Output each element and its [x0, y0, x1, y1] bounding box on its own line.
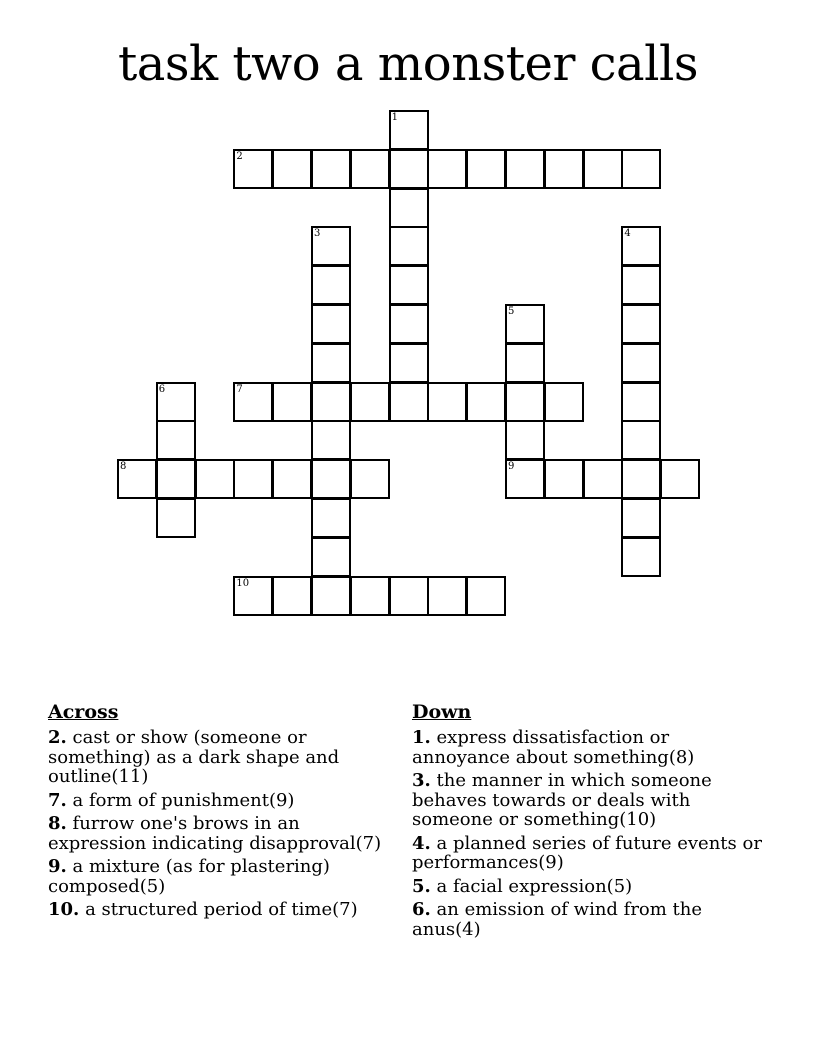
grid-cell[interactable]: [427, 576, 467, 616]
grid-cell[interactable]: [660, 459, 700, 499]
grid-cell[interactable]: [272, 576, 312, 616]
clue-text: express dissatisfaction or annoyance about something(8): [412, 727, 695, 768]
across-clue: [48, 900, 388, 920]
grid-cell[interactable]: [272, 149, 312, 189]
grid-cell[interactable]: [583, 459, 623, 499]
page-title: task two a monster calls: [118, 36, 698, 92]
grid-cell[interactable]: [621, 537, 661, 577]
grid-cell[interactable]: [621, 265, 661, 305]
grid-cell[interactable]: [311, 343, 351, 383]
grid-cell[interactable]: [621, 226, 661, 266]
grid-cell[interactable]: [389, 304, 429, 344]
grid-cell[interactable]: [505, 420, 545, 460]
grid-cell[interactable]: [233, 459, 273, 499]
grid-cell[interactable]: [389, 576, 429, 616]
clue-text: furrow one's brows in an expression indicating disapproval(7): [48, 813, 382, 854]
grid-cell[interactable]: [272, 382, 312, 422]
grid-cell[interactable]: [350, 459, 390, 499]
grid-cell[interactable]: [505, 343, 545, 383]
clue-text: a mixture (as for plastering) composed(5): [48, 856, 330, 897]
cell-number: 3: [314, 228, 321, 240]
grid-cell[interactable]: [311, 576, 351, 616]
clue-number: 6.: [412, 899, 431, 920]
across-heading: Across: [48, 701, 119, 723]
grid-cell[interactable]: [156, 459, 196, 499]
grid-cell[interactable]: [621, 304, 661, 344]
down-clue: [412, 834, 772, 873]
grid-cell[interactable]: [311, 304, 351, 344]
grid-cell[interactable]: [389, 226, 429, 266]
grid-cell[interactable]: [389, 188, 429, 228]
across-clues: [48, 700, 388, 924]
cell-number: 5: [508, 306, 515, 317]
grid-cell[interactable]: [466, 576, 506, 616]
crossword-grid: [117, 110, 700, 615]
grid-cell[interactable]: [350, 576, 390, 616]
cell-number: 8: [120, 461, 127, 473]
clue-text: the manner in which someone behaves towards or deals with someone or something(10): [412, 770, 712, 830]
clue-text: a structured period of time(7): [85, 899, 358, 920]
down-clue: [412, 771, 772, 830]
grid-cell[interactable]: [350, 149, 390, 189]
grid-cell[interactable]: [233, 149, 273, 189]
grid-cell[interactable]: [621, 498, 661, 538]
grid-cell[interactable]: [466, 382, 506, 422]
clue-number: 10.: [48, 899, 80, 920]
grid-cell[interactable]: [621, 420, 661, 460]
across-clue: [48, 857, 388, 896]
grid-cell[interactable]: [427, 149, 467, 189]
grid-cell[interactable]: [389, 265, 429, 305]
grid-cell[interactable]: [505, 382, 545, 422]
cell-number: 9: [508, 461, 515, 473]
across-clue: [48, 814, 388, 853]
clue-number: 9.: [48, 856, 67, 877]
across-clue: [48, 728, 388, 787]
clue-number: 8.: [48, 813, 67, 834]
grid-cell[interactable]: [505, 459, 545, 499]
cell-number: 6: [158, 383, 166, 395]
grid-cell[interactable]: [621, 382, 661, 422]
down-clue: [412, 728, 772, 767]
grid-cell[interactable]: [311, 149, 351, 189]
clue-text: a planned series of future events or performances(9): [412, 832, 762, 873]
cell-number: 7: [236, 383, 243, 395]
grid-cell[interactable]: [389, 149, 429, 189]
grid-cell[interactable]: [621, 459, 661, 499]
down-clue: [412, 877, 772, 897]
down-heading: Down: [412, 701, 472, 723]
grid-cell[interactable]: [427, 382, 467, 422]
grid-cell[interactable]: [117, 459, 157, 499]
cell-number: 10: [236, 577, 250, 589]
down-clue: [412, 900, 772, 939]
clue-number: 4.: [412, 832, 431, 854]
clue-text: a facial expression(5): [436, 875, 633, 897]
grid-cell[interactable]: [311, 382, 351, 422]
grid-cell[interactable]: [389, 343, 429, 383]
grid-cell[interactable]: [311, 420, 351, 460]
across-clue: [48, 791, 388, 811]
cell-number: 2: [236, 150, 243, 162]
clue-text: cast or show (someone or something) as a dark shape and outline(11): [48, 727, 340, 787]
grid-cell[interactable]: [544, 459, 584, 499]
grid-cell[interactable]: [311, 459, 351, 499]
cell-number: 1: [391, 112, 398, 123]
grid-cell[interactable]: [621, 343, 661, 383]
clue-number: 2.: [48, 727, 67, 748]
clue-text: an emission of wind from the anus(4): [412, 899, 703, 940]
grid-cell[interactable]: [389, 110, 429, 150]
grid-cell[interactable]: [544, 382, 584, 422]
grid-cell[interactable]: [505, 304, 545, 344]
clue-number: 3.: [412, 770, 431, 791]
grid-cell[interactable]: [156, 420, 196, 460]
grid-cell[interactable]: [311, 265, 351, 305]
grid-cell[interactable]: [195, 459, 235, 499]
grid-cell[interactable]: [233, 382, 273, 422]
grid-cell[interactable]: [156, 382, 196, 422]
grid-cell[interactable]: [389, 382, 429, 422]
grid-cell[interactable]: [350, 382, 390, 422]
grid-cell[interactable]: [311, 537, 351, 577]
grid-cell[interactable]: [272, 459, 312, 499]
grid-cell[interactable]: [311, 226, 351, 266]
grid-cell[interactable]: [466, 149, 506, 189]
grid-cell[interactable]: [544, 149, 584, 189]
grid-cell[interactable]: [311, 498, 351, 538]
clue-text: a form of punishment(9): [72, 789, 295, 811]
grid-cell[interactable]: [583, 149, 623, 189]
grid-cell[interactable]: [233, 576, 273, 616]
down-clues: [412, 700, 772, 943]
clue-number: 5.: [412, 875, 431, 897]
grid-cell[interactable]: [156, 498, 196, 538]
cell-number: 4: [624, 228, 631, 240]
grid-cell[interactable]: [505, 149, 545, 189]
grid-cell[interactable]: [621, 149, 661, 189]
clue-number: 1.: [412, 727, 431, 748]
clue-number: 7.: [48, 789, 67, 811]
